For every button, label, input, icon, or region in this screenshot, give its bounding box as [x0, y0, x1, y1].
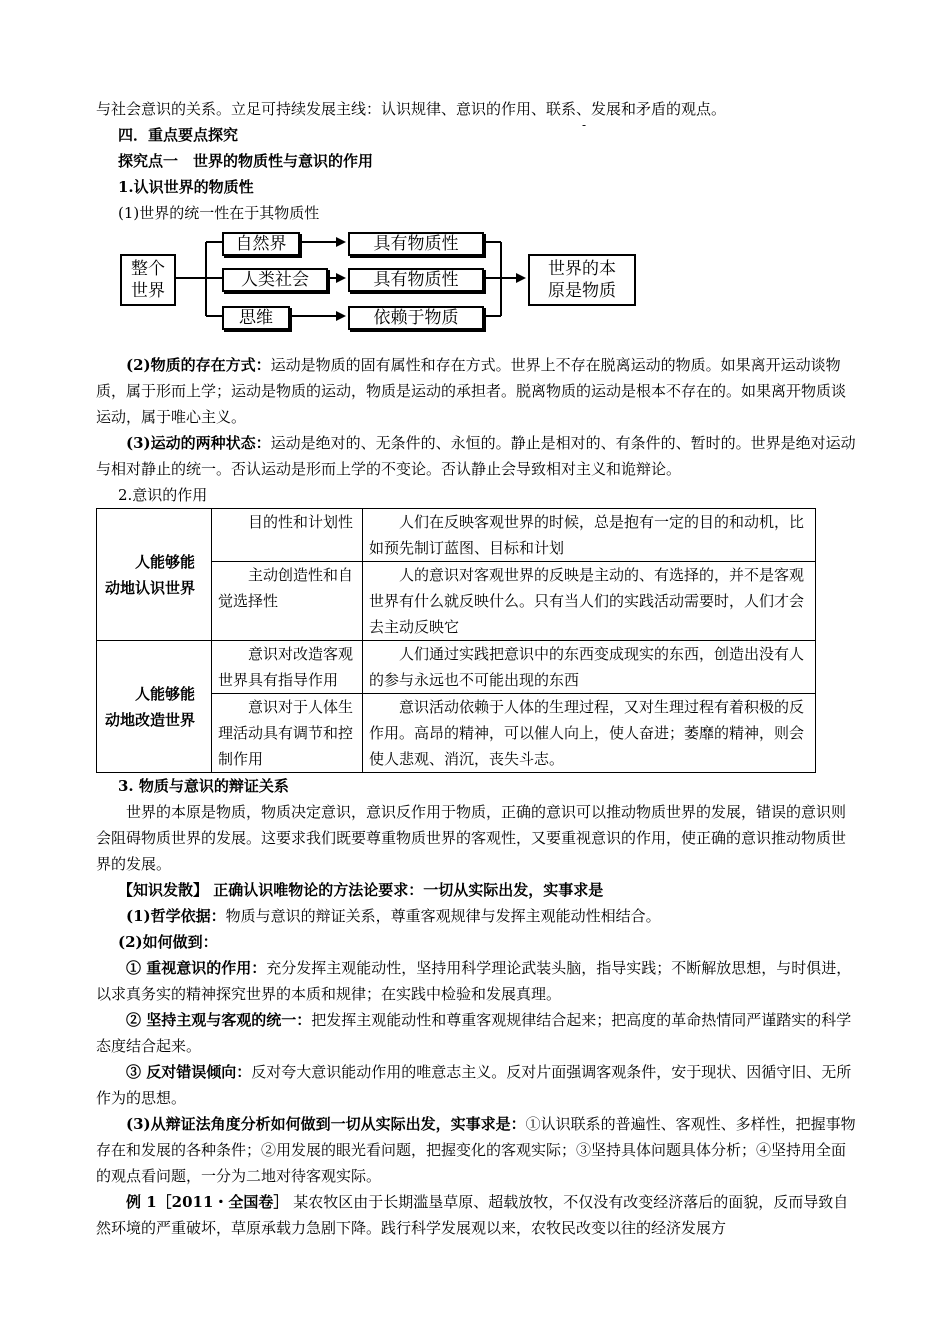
table-cell: 目的性和计划性	[212, 509, 363, 562]
paragraph-text: 反对夸大意识能动作用的唯意志主义。反对片面强调客观条件，安于现状、因循守旧、无所作为的思想。	[96, 1063, 852, 1107]
paragraph-label: ① 重视意识的作用：	[126, 959, 267, 977]
example-label: 例 1［2011・全国卷］	[126, 1193, 289, 1211]
world-origin-box: 世界的本 原是物质	[528, 254, 636, 306]
example-text: 某农牧区由于长期滥垦草原、超载放牧，不仅没有改变经济落后的面貌，反而导致自然环境的严重破坏，草原承载力急剧下降。践行科学发展观以来，农牧民改变以往的经济发展方	[96, 1193, 849, 1237]
table-cell: 意识对于人体生理活动具有调节和控制作用	[212, 694, 363, 773]
paragraph-label: (1)哲学依据：	[126, 907, 226, 925]
group-cell: 人能够能动地改造世界	[97, 641, 212, 773]
table-cell: 人们在反映客观世界的时候，总是抱有一定的目的和动机，比如预先制订蓝图、目标和计划	[363, 509, 816, 562]
table-cell: 主动创造性和自觉选择性	[212, 562, 363, 641]
table-cell: 意识活动依赖于人体的生理过程，又对生理过程有着积极的反作用。高昂的精神，可以催人向上，使人奋进；萎靡的精神，则会使人悲观、消沉，丧失斗志。	[363, 694, 816, 773]
table-cell: 人的意识对客观世界的反映是主动的、有选择的，并不是客观世界有什么就反映什么。只有当人们的实践活动需要时，人们才会去主动反映它	[363, 562, 816, 641]
subsection-heading: 2.意识的作用	[118, 486, 208, 504]
nature-box: 自然界	[222, 232, 300, 256]
section-heading: 四．重点要点探究	[118, 126, 239, 144]
paragraph	[96, 1111, 856, 1189]
subsection-heading: (1)世界的统一性在于其物质性	[118, 204, 320, 222]
table-cell: 人们通过实践把意识中的东西变成现实的东西，创造出没有人的参与永远也不可能出现的东西	[363, 641, 816, 694]
stray-mark: -	[582, 118, 587, 132]
human-society-box: 人类社会	[222, 268, 328, 292]
subsection-heading: 1.认识世界的物质性	[118, 178, 254, 196]
table-row	[97, 641, 816, 694]
paragraph-label: (3)运动的两种状态：	[126, 434, 271, 452]
matter-unity-diagram	[116, 232, 856, 342]
paragraph-text: 充分发挥主观能动性，坚持用科学理论武装头脑，指导实践；不断解放思想，与时俱进，以求真务实的精神探究世界的本质和规律；在实践中检验和发展真理。	[96, 959, 852, 1003]
depends-on-matter-box: 依赖于物质	[348, 306, 484, 330]
paragraph-label: (3)从辩证法角度分析如何做到一切从实际出发，实事求是：	[126, 1115, 526, 1133]
paragraph	[96, 1007, 856, 1059]
paragraph	[96, 352, 856, 430]
consciousness-table	[96, 508, 816, 773]
paragraph-text: ①认识联系的普遍性、客观性、多样性，把握事物存在和发展的各种条件；②用发展的眼光看问题，把握变化的客观实际；③坚持具体问题具体分析；④坚持用全面的观点看问题，一分为二地对待客观实际。	[96, 1115, 856, 1185]
paragraph-text: 物质与意识的辩证关系，尊重客观规律与发挥主观能动性相结合。	[225, 907, 661, 925]
paragraph: 世界的本原是物质，物质决定意识，意识反作用于物质，正确的意识可以推动物质世界的发展，错误的意识则会阻碍物质世界的发展。这要求我们既要尊重物质世界的客观性，又要重视意识的作用，使正确的意识推动物质世界的发展。	[96, 803, 847, 873]
text-line: 与社会意识的关系。立足可持续发展主线：认识规律、意识的作用、联系、发展和矛盾的观点。	[96, 100, 727, 118]
table-row	[97, 509, 816, 562]
paragraph-text: 运动是物质的固有属性和存在方式。世界上不存在脱离运动的物质。如果离开运动谈物质，属于形而上学；运动是物质的运动，物质是运动的承担者。脱离物质的运动是根本不存在的。如果离开物质谈运动，属于唯心主义。	[96, 356, 847, 426]
knowledge-heading: 【知识发散】 正确认识唯物论的方法论要求：一切从实际出发，实事求是	[118, 881, 604, 899]
subsection-heading: 3. 物质与意识的辩证关系	[118, 777, 289, 795]
paragraph-label: (2)如何做到：	[118, 933, 218, 951]
section-heading: 探究点一 世界的物质性与意识的作用	[118, 152, 374, 170]
paragraph	[96, 430, 856, 482]
paragraph	[96, 1059, 856, 1111]
materiality-box-1: 具有物质性	[348, 232, 484, 256]
materiality-box-2: 具有物质性	[348, 268, 484, 292]
paragraph	[96, 955, 856, 1007]
thinking-box: 思维	[222, 306, 290, 330]
paragraph	[96, 903, 856, 929]
paragraph-label: ③ 反对错误倾向：	[126, 1063, 252, 1081]
document-page	[96, 96, 856, 1241]
table-cell: 意识对改造客观世界具有指导作用	[212, 641, 363, 694]
paragraph-label: (2)物质的存在方式：	[126, 356, 271, 374]
paragraph-label: ② 坚持主观与客观的统一：	[126, 1011, 312, 1029]
paragraph-text: 把发挥主观能动性和尊重客观规律结合起来；把高度的革命热情同严谨踏实的科学态度结合起来。	[96, 1011, 852, 1055]
example-paragraph	[96, 1189, 856, 1241]
group-cell: 人能够能动地认识世界	[97, 509, 212, 641]
paragraph-text: 运动是绝对的、无条件的、永恒的。静止是相对的、有条件的、暂时的。世界是绝对运动与相对静止的统一。否认运动是形而上学的不变论。否认静止会导致相对主义和诡辩论。	[96, 434, 856, 478]
whole-world-box: 整个 世界	[120, 254, 176, 306]
